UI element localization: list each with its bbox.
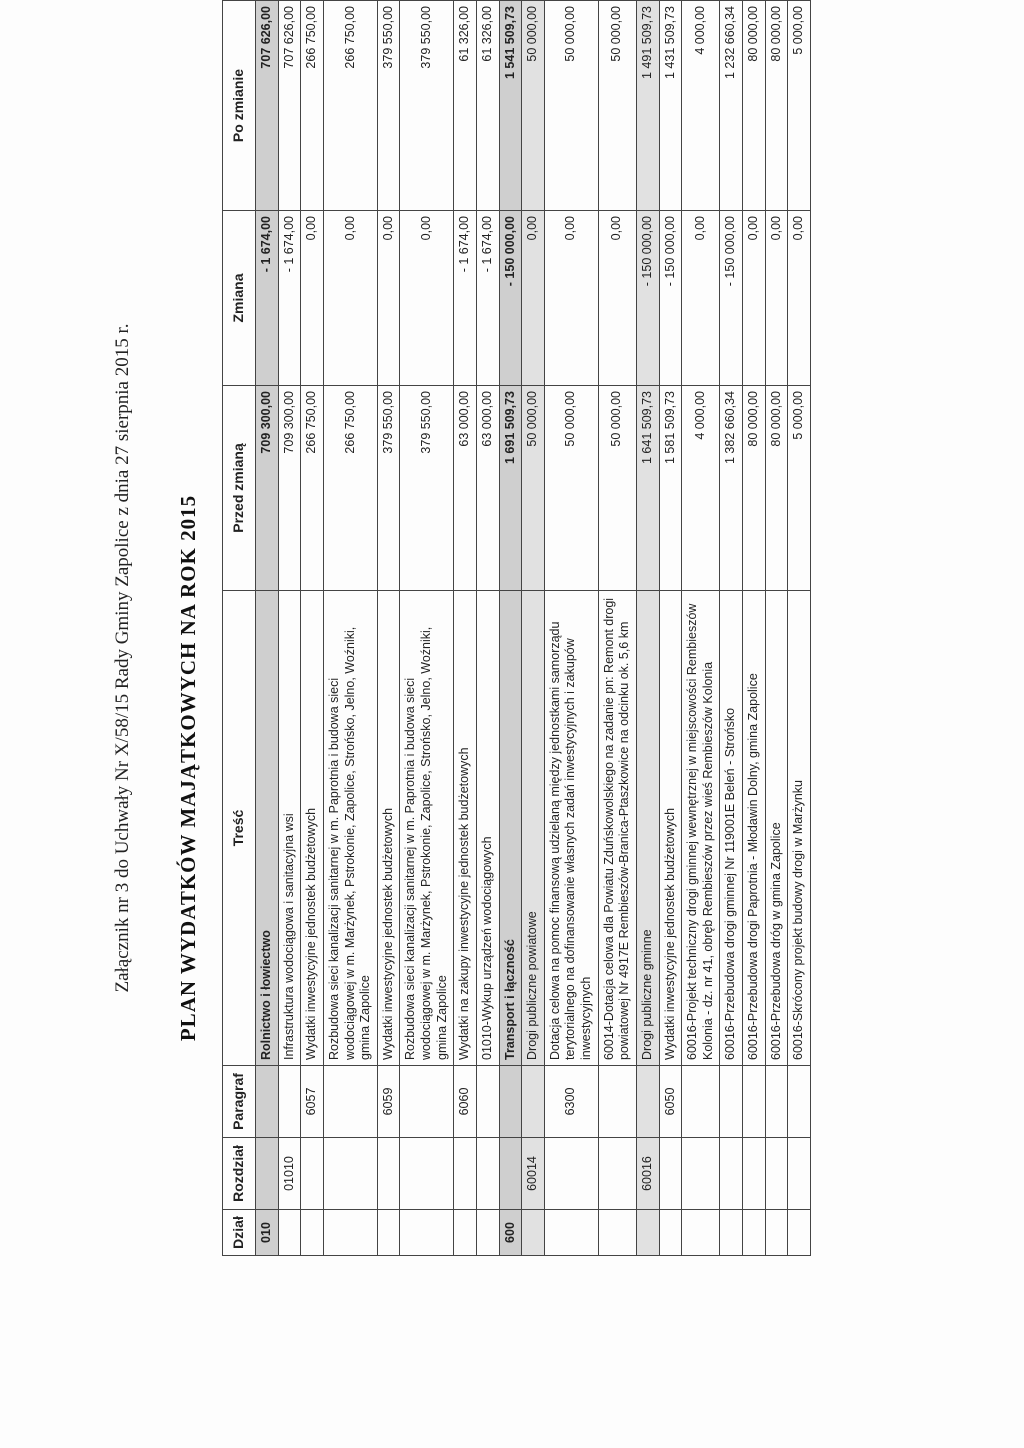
cell-zmiana: - 150 000,00	[636, 211, 659, 386]
cell-dzial	[682, 1210, 720, 1256]
cell-przed: 4 000,00	[682, 386, 720, 591]
cell-po: 50 000,00	[522, 1, 545, 211]
cell-rozdzial: 60016	[636, 1138, 659, 1210]
cell-tresc: Drogi publiczne powiatowe	[522, 591, 545, 1066]
cell-dzial	[400, 1210, 454, 1256]
header-rozdzial: Rozdział	[223, 1138, 256, 1210]
cell-przed: 709 300,00	[256, 386, 279, 591]
cell-przed: 50 000,00	[522, 386, 545, 591]
cell-zmiana: 0,00	[788, 211, 811, 386]
cell-dzial	[377, 1210, 400, 1256]
table-row	[256, 1, 279, 1256]
cell-zmiana: 0,00	[522, 211, 545, 386]
cell-rozdzial	[323, 1138, 377, 1210]
cell-rozdzial	[682, 1138, 720, 1210]
cell-przed: 1 382 660,34	[720, 386, 743, 591]
cell-zmiana: - 150 000,00	[720, 211, 743, 386]
cell-tresc: Rozbudowa sieci kanalizacji sanitarnej w m. Paprotnia i budowa sieci wodociągowej w m. Marżynek, Pstrokonie, Zapolice, Strońsko, Jelno, Woźniki, gmina Zapolice	[323, 591, 377, 1066]
cell-po: 50 000,00	[598, 1, 636, 211]
cell-paragraf: 6050	[659, 1066, 682, 1138]
cell-dzial	[476, 1210, 499, 1256]
cell-rozdzial	[499, 1138, 522, 1210]
cell-tresc: Wydatki inwestycyjne jednostek budżetowych	[659, 591, 682, 1066]
cell-przed: 1 691 509,73	[499, 386, 522, 591]
cell-po: 1 541 509,73	[499, 1, 522, 211]
cell-rozdzial	[377, 1138, 400, 1210]
table-row	[544, 1, 598, 1256]
cell-zmiana: - 1 674,00	[256, 211, 279, 386]
cell-zmiana: - 150 000,00	[499, 211, 522, 386]
cell-paragraf	[743, 1066, 766, 1138]
cell-rozdzial	[720, 1138, 743, 1210]
cell-paragraf: 6060	[454, 1066, 477, 1138]
cell-po: 61 326,00	[476, 1, 499, 211]
table-row	[278, 1, 301, 1256]
cell-paragraf	[499, 1066, 522, 1138]
cell-przed: 5 000,00	[788, 386, 811, 591]
cell-tresc: Wydatki inwestycyjne jednostek budżetowych	[377, 591, 400, 1066]
table-row	[636, 1, 659, 1256]
cell-po: 707 626,00	[256, 1, 279, 211]
cell-tresc: 60014-Dotacja celowa dla Powiatu Zduńskowolskiego na zadanie pn: Remont drogi powiatowej Nr 4917E Rembieszów-Branica-Ptaszkowice na odcinku ok. 5,6 km	[598, 591, 636, 1066]
cell-rozdzial	[598, 1138, 636, 1210]
cell-po: 80 000,00	[765, 1, 788, 211]
cell-dzial	[720, 1210, 743, 1256]
cell-rozdzial	[659, 1138, 682, 1210]
cell-przed: 266 750,00	[301, 386, 324, 591]
cell-po: 1 431 509,73	[659, 1, 682, 211]
cell-paragraf	[522, 1066, 545, 1138]
cell-dzial	[765, 1210, 788, 1256]
header-zmiana: Zmiana	[223, 211, 256, 386]
table-header-row	[223, 1, 256, 1256]
cell-tresc: 60016-Skrócony projekt budowy drogi w Marżynku	[788, 591, 811, 1066]
cell-dzial	[323, 1210, 377, 1256]
cell-przed: 50 000,00	[598, 386, 636, 591]
cell-przed: 50 000,00	[544, 386, 598, 591]
cell-paragraf	[636, 1066, 659, 1138]
table-row	[765, 1, 788, 1256]
table-row	[454, 1, 477, 1256]
cell-tresc: Dotacja celowa na pomoc finansową udzielaną między jednostkami samorządu terytorialnego na dofinansowanie własnych zadań inwestycyjnych i zakupów inwestycyjnych	[544, 591, 598, 1066]
cell-rozdzial	[476, 1138, 499, 1210]
cell-paragraf	[682, 1066, 720, 1138]
cell-przed: 1 581 509,73	[659, 386, 682, 591]
table-row	[788, 1, 811, 1256]
page-title: PLAN WYDATKÓW MAJĄTKOWYCH NA ROK 2015	[176, 494, 200, 1042]
cell-po: 379 550,00	[377, 1, 400, 211]
cell-po: 266 750,00	[301, 1, 324, 211]
table-row	[499, 1, 522, 1256]
table-row	[377, 1, 400, 1256]
cell-dzial	[659, 1210, 682, 1256]
header-tresc: Treść	[223, 591, 256, 1066]
cell-po: 707 626,00	[278, 1, 301, 211]
cell-dzial: 600	[499, 1210, 522, 1256]
cell-rozdzial	[256, 1138, 279, 1210]
cell-tresc: Transport i łączność	[499, 591, 522, 1066]
cell-dzial	[522, 1210, 545, 1256]
expenditure-table	[222, 0, 811, 1256]
cell-dzial	[598, 1210, 636, 1256]
cell-przed: 63 000,00	[454, 386, 477, 591]
cell-dzial	[636, 1210, 659, 1256]
cell-paragraf	[400, 1066, 454, 1138]
table-row	[659, 1, 682, 1256]
cell-tresc: 60016-Projekt techniczny drogi gminnej wewnętrznej w miejscowości Rembieszów Kolonia - dz. nr 41, obręb Rembieszów przez wieś Rembieszów Kolonia	[682, 591, 720, 1066]
table-row	[720, 1, 743, 1256]
cell-rozdzial	[454, 1138, 477, 1210]
cell-po: 1 491 509,73	[636, 1, 659, 211]
cell-przed: 379 550,00	[377, 386, 400, 591]
cell-zmiana: 0,00	[377, 211, 400, 386]
cell-po: 266 750,00	[323, 1, 377, 211]
cell-paragraf	[323, 1066, 377, 1138]
table-row	[400, 1, 454, 1256]
cell-przed: 80 000,00	[765, 386, 788, 591]
header-dzial: Dział	[223, 1210, 256, 1256]
header-przed: Przed zmianą	[223, 386, 256, 591]
cell-tresc: Infrastruktura wodociągowa i sanitacyjna wsi	[278, 591, 301, 1066]
cell-przed: 266 750,00	[323, 386, 377, 591]
cell-zmiana: - 1 674,00	[278, 211, 301, 386]
cell-zmiana: 0,00	[301, 211, 324, 386]
cell-dzial	[301, 1210, 324, 1256]
cell-zmiana: 0,00	[682, 211, 720, 386]
cell-tresc: Wydatki inwestycyjne jednostek budżetowych	[301, 591, 324, 1066]
cell-po: 379 550,00	[400, 1, 454, 211]
table-row	[682, 1, 720, 1256]
cell-paragraf	[788, 1066, 811, 1138]
table-row	[301, 1, 324, 1256]
cell-paragraf	[278, 1066, 301, 1138]
cell-dzial: 010	[256, 1210, 279, 1256]
cell-przed: 1 641 509,73	[636, 386, 659, 591]
cell-tresc: 01010-Wykup urządzeń wodociągowych	[476, 591, 499, 1066]
cell-paragraf	[765, 1066, 788, 1138]
cell-dzial	[743, 1210, 766, 1256]
cell-tresc: 60016-Przebudowa dróg w gmina Zapolice	[765, 591, 788, 1066]
cell-po: 50 000,00	[544, 1, 598, 211]
cell-zmiana: 0,00	[323, 211, 377, 386]
cell-paragraf: 6059	[377, 1066, 400, 1138]
table-row	[476, 1, 499, 1256]
cell-po: 61 326,00	[454, 1, 477, 211]
cell-zmiana: - 150 000,00	[659, 211, 682, 386]
cell-zmiana: - 1 674,00	[476, 211, 499, 386]
cell-tresc: 60016-Przebudowa drogi gminnej Nr 119001E Beleń - Strońsko	[720, 591, 743, 1066]
attachment-header: Załącznik nr 3 do Uchwały Nr X/58/15 Rady Gminy Zapolice z dnia 27 sierpnia 2015 r.	[112, 323, 133, 993]
cell-paragraf: 6300	[544, 1066, 598, 1138]
cell-po: 80 000,00	[743, 1, 766, 211]
cell-zmiana: 0,00	[765, 211, 788, 386]
cell-po: 4 000,00	[682, 1, 720, 211]
table-row	[522, 1, 545, 1256]
header-po: Po zmianie	[223, 1, 256, 211]
cell-zmiana: 0,00	[598, 211, 636, 386]
cell-przed: 80 000,00	[743, 386, 766, 591]
cell-zmiana: - 1 674,00	[454, 211, 477, 386]
cell-zmiana: 0,00	[743, 211, 766, 386]
cell-paragraf	[476, 1066, 499, 1138]
cell-paragraf: 6057	[301, 1066, 324, 1138]
cell-dzial	[788, 1210, 811, 1256]
cell-paragraf	[598, 1066, 636, 1138]
cell-przed: 379 550,00	[400, 386, 454, 591]
cell-tresc: Drogi publiczne gminne	[636, 591, 659, 1066]
cell-paragraf	[256, 1066, 279, 1138]
cell-rozdzial: 01010	[278, 1138, 301, 1210]
table-row	[743, 1, 766, 1256]
cell-tresc: Wydatki na zakupy inwestycyjne jednostek budżetowych	[454, 591, 477, 1066]
cell-rozdzial	[765, 1138, 788, 1210]
cell-przed: 63 000,00	[476, 386, 499, 591]
cell-zmiana: 0,00	[544, 211, 598, 386]
table-row	[323, 1, 377, 1256]
cell-tresc: Rozbudowa sieci kanalizacji sanitarnej w m. Paprotnia i budowa sieci wodociągowej w m. Marżynek, Pstrokonie, Zapolice, Strońsko, Jelno, Woźniki, gmina Zapolice	[400, 591, 454, 1066]
cell-dzial	[454, 1210, 477, 1256]
cell-rozdzial	[301, 1138, 324, 1210]
cell-po: 5 000,00	[788, 1, 811, 211]
header-paragraf: Paragraf	[223, 1066, 256, 1138]
cell-rozdzial: 60014	[522, 1138, 545, 1210]
cell-przed: 709 300,00	[278, 386, 301, 591]
cell-rozdzial	[743, 1138, 766, 1210]
cell-rozdzial	[544, 1138, 598, 1210]
cell-tresc: 60016-Przebudowa drogi Paprotnia - Młodawin Dolny, gmina Zapolice	[743, 591, 766, 1066]
cell-paragraf	[720, 1066, 743, 1138]
cell-tresc: Rolnictwo i łowiectwo	[256, 591, 279, 1066]
cell-zmiana: 0,00	[400, 211, 454, 386]
cell-rozdzial	[788, 1138, 811, 1210]
table-row	[598, 1, 636, 1256]
cell-dzial	[278, 1210, 301, 1256]
cell-po: 1 232 660,34	[720, 1, 743, 211]
cell-dzial	[544, 1210, 598, 1256]
cell-rozdzial	[400, 1138, 454, 1210]
